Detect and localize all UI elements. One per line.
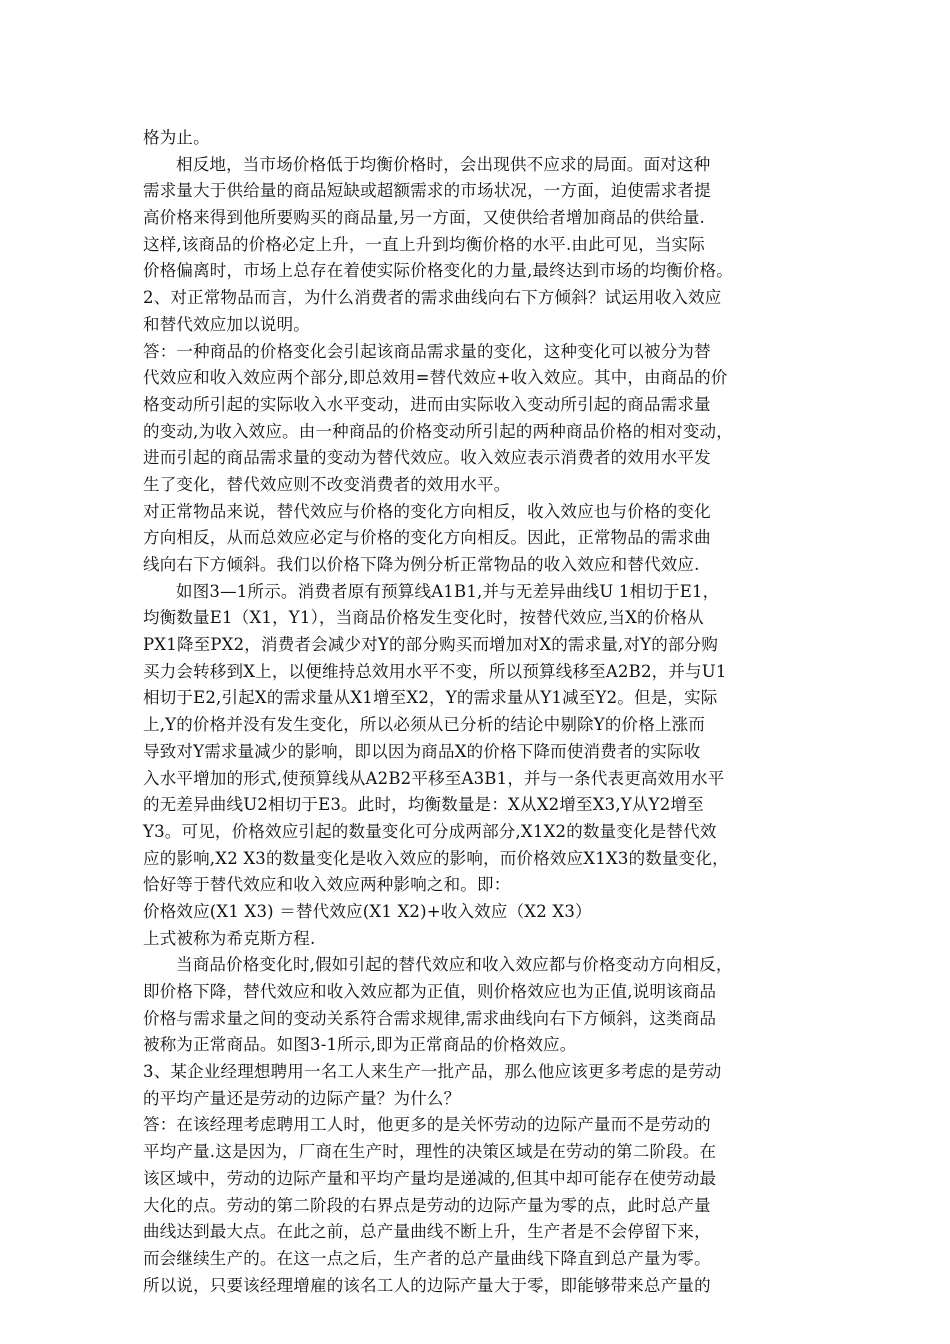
text-line: 上,Y的价格并没有发生变化，所以必须从已分析的结论中剔除Y的价格上涨而: [143, 715, 706, 735]
text-line: 相反地，当市场价格低于均衡价格时，会出现供不应求的局面。面对这种: [176, 154, 711, 174]
text-line: 2、对正常物品而言，为什么消费者的需求曲线向右下方倾斜？试运用收入效应: [143, 288, 722, 308]
text-line: 格为止。: [143, 128, 210, 147]
text-line: 答：在该经理考虑聘用工人时，他更多的是关怀劳动的边际产量而不是劳动的: [143, 1115, 711, 1135]
text-line: 如图3—1所示。消费者原有预算线A1B1,并与无差异曲线U 1相切于E1，: [176, 581, 720, 601]
text-line: 入水平增加的形式,使预算线从A2B2平移至A3B1，并与一条代表更高效用水平: [143, 768, 725, 788]
document-body: [143, 125, 823, 1299]
text-line: 的无差异曲线U2相切于E3。此时，均衡数量是：X从X2增至X3,Y从Y2增至: [143, 795, 704, 815]
text-line: 线向右下方倾斜。我们以价格下降为例分析正常物品的收入效应和替代效应.: [143, 555, 700, 574]
text-line: 当商品价格变化时,假如引起的替代效应和收入效应都与价格变动方向相反，: [176, 955, 733, 975]
text-line: 这样,该商品的价格必定上升，一直上升到均衡价格的水平.由此可见，当实际: [143, 234, 705, 254]
text-line: 该区域中，劳动的边际产量和平均产量均是递减的,但其中却可能存在使劳动最: [143, 1168, 717, 1188]
text-line: 即价格下降，替代效应和收入效应都为正值，则价格效应也为正值,说明该商品: [143, 982, 717, 1001]
text-line: 对正常物品来说，替代效应与价格的变化方向相反，收入效应也与价格的变化: [143, 501, 711, 521]
text-line: 导致对Y需求量减少的影响，即以因为商品X的价格下降而使消费者的实际收: [143, 741, 701, 761]
text-line: 方向相反，从而总效应必定与价格的变化方向相反。因此，正常物品的需求曲: [143, 528, 711, 548]
text-line: 答：一种商品的价格变化会引起该商品需求量的变化，这种变化可以被分为替: [143, 341, 711, 361]
text-line: 需求量大于供给量的商品短缺或超额需求的市场状况，一方面，迫使需求者提: [143, 181, 711, 201]
text-line: 价格效应(X1 X3) ＝替代效应(X1 X2)+收入效应（X2 X3）: [143, 901, 592, 921]
text-line: PX1降至PX2，消费者会减少对Y的部分购买而增加对X的需求量,对Y的部分购: [143, 635, 719, 655]
text-line: 所以说，只要该经理增雇的该名工人的边际产量大于零，即能够带来总产量的: [143, 1275, 711, 1295]
text-line: 而会继续生产的。在这一点之后，生产者的总产量曲线下降直到总产量为零。: [143, 1248, 711, 1268]
text-line: 曲线达到最大点。在此之前，总产量曲线不断上升，生产者是不会停留下来，: [143, 1222, 711, 1242]
text-line: 被称为正常商品。如图3-1所示,即为正常商品的价格效应。: [143, 1035, 577, 1055]
text-line: 3、某企业经理想聘用一名工人来生产一批产品，那么他应该更多考虑的是劳动: [143, 1062, 722, 1082]
text-line: 相切于E2,引起X的需求量从X1增至X2，Y的需求量从Y1减至Y2。但是，实际: [143, 688, 718, 708]
text-line: 恰好等于替代效应和收入效应两种影响之和。即：: [143, 875, 511, 895]
text-line: 均衡数量E1（X1，Y1），当商品价格发生变化时，按替代效应,当X的价格从: [143, 608, 704, 628]
text-line: 的变动,为收入效应。由一种商品的价格变动所引起的两种商品价格的相对变动，: [143, 421, 733, 441]
text-line: 和替代效应加以说明。: [143, 314, 310, 334]
text-line: 应的影响,X2 X3的数量变化是收入效应的影响，而价格效应X1X3的数量变化，: [143, 848, 729, 868]
text-line: 价格偏离时，市场上总存在着使实际价格变化的力量,最终达到市场的均衡价格。: [143, 261, 733, 281]
text-line: 平均产量.这是因为，厂商在生产时，理性的决策区域是在劳动的第二阶段。在: [143, 1142, 717, 1162]
text-line: 格变动所引起的实际收入水平变动，进而由实际收入变动所引起的商品需求量: [143, 394, 711, 414]
text-line: Y3。可见，价格效应引起的数量变化可分成两部分,X1X2的数量变化是替代效: [143, 821, 717, 841]
text-line: 价格与需求量之间的变动关系符合需求规律,需求曲线向右下方倾斜，这类商品: [143, 1008, 717, 1028]
text-line: 上式被称为希克斯方程.: [143, 928, 316, 948]
text-line: 生了变化，替代效应则不改变消费者的效用水平。: [143, 474, 511, 494]
text-line: 高价格来得到他所要购买的商品量,另一方面，又使供给者增加商品的供给量.: [143, 208, 705, 228]
text-line: 大化的点。劳动的第二阶段的右界点是劳动的边际产量为零的点，此时总产量: [143, 1195, 711, 1215]
text-line: 进而引起的商品需求量的变动为替代效应。收入效应表示消费者的效用水平发: [143, 448, 711, 468]
text-line: 代效应和收入效应两个部分,即总效用=替代效应+收入效应。其中，由商品的价: [143, 368, 728, 388]
text-line: 的平均产量还是劳动的边际产量？为什么？: [143, 1088, 461, 1108]
text-line: 买力会转移到X上，以便维持总效用水平不变，所以预算线移至A2B2，并与U1: [143, 661, 727, 681]
